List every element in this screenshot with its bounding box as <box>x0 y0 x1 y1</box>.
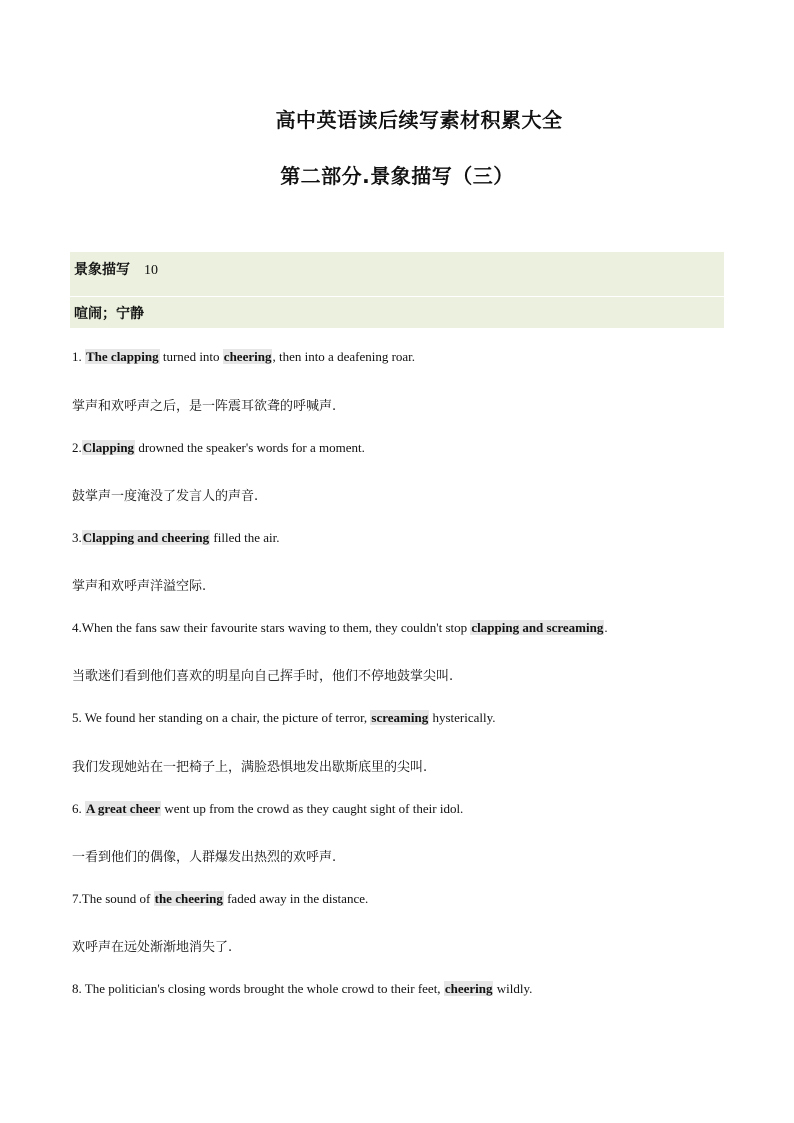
translation-7: 欢呼声在远处渐渐地消失了. <box>72 940 233 955</box>
document-title: 高中英语读后续写素材积累大全 <box>275 108 563 132</box>
example-sentence-3: 3.Clapping and cheering filled the air. <box>72 530 280 545</box>
highlight-phrase: Clapping and cheering <box>82 530 210 545</box>
translation-5: 我们发现她站在一把椅子上，满脸恐惧地发出歇斯底里的尖叫. <box>72 760 428 775</box>
example-sentence-6: 6. A great cheer went up from the crowd as they caught sight of their idol. <box>72 801 464 816</box>
translation-1: 掌声和欢呼声之后，是一阵震耳欲聋的呼喊声. <box>72 399 337 414</box>
section-label: 景象描写 <box>74 262 130 278</box>
translation-6: 一看到他们的偶像，人群爆发出热烈的欢呼声. <box>72 850 337 865</box>
section-header <box>70 252 724 328</box>
highlight-phrase: cheering <box>444 981 493 996</box>
translation-2: 鼓掌声一度淹没了发言人的声音. <box>72 489 259 504</box>
section-title-row <box>74 259 158 279</box>
highlight-phrase: screaming <box>371 710 429 725</box>
example-sentence-4: 4.When the fans saw their favourite stars waving to them, they couldn't stop clapping and screaming. <box>72 620 608 635</box>
example-sentence-1: 1. The clapping turned into cheering, then into a deafening roar. <box>72 349 416 364</box>
example-sentence-7: 7.The sound of the cheering faded away in the distance. <box>72 891 369 906</box>
highlight-phrase: A great cheer <box>86 801 161 816</box>
section-number: 10 <box>144 263 158 278</box>
translation-4: 当歌迷们看到他们喜欢的明星向自己挥手时，他们不停地鼓掌尖叫. <box>72 669 454 684</box>
document-subtitle: 第二部分.景象描写（三） <box>280 164 514 188</box>
highlight-phrase: clapping and screaming <box>471 620 604 635</box>
highlight-phrase: The clapping <box>86 349 159 364</box>
example-sentence-2: 2.Clapping drowned the speaker's words for a moment. <box>72 440 365 455</box>
section-divider <box>70 296 724 297</box>
section-topic: 喧闹；宁静 <box>74 306 144 322</box>
translation-3: 掌声和欢呼声洋溢空际. <box>72 579 207 594</box>
highlight-phrase: Clapping <box>82 440 135 455</box>
highlight-phrase: the cheering <box>154 891 223 906</box>
example-sentence-8: 8. The politician's closing words brought the whole crowd to their feet, cheering wildly. <box>72 981 533 996</box>
highlight-phrase: cheering <box>223 349 272 364</box>
example-sentence-5: 5. We found her standing on a chair, the picture of terror, screaming hysterically. <box>72 710 496 725</box>
